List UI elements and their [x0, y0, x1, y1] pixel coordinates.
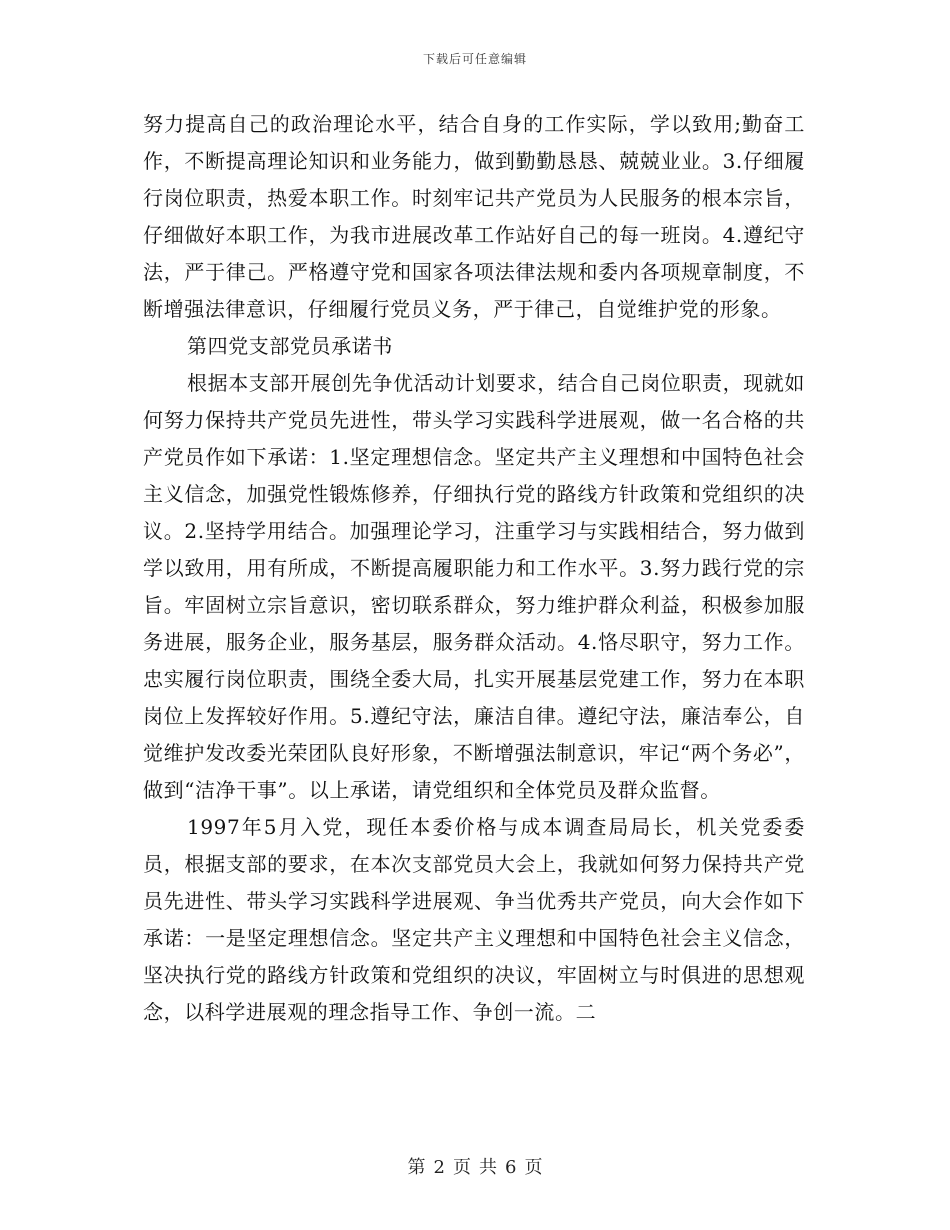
section-title: 第四党支部党员承诺书 [187, 334, 393, 358]
page-number-prefix: 第 [407, 1157, 426, 1178]
page-number-page-word: 页 [453, 1157, 471, 1178]
paragraph-continued-commitments: 努力提高自己的政治理论水平，结合自身的工作实际，学以致用;勤奋工作，不断提高理论知识和业务能力，做到勤勤恳恳、兢兢业业。3.仔细履行岗位职责，热爱本职工作。时刻牢记共产党员为人民服务的根本宗旨，仔细做好本职工作，为我市进展改革工作站好自己的每一班岗。4.遵纪守法，严于律己。严格遵守党和国家各项法律法规和委内各项规章制度，不断增强法律意识，仔细履行党员义务，严于律己，自觉维护党的形象。 [143, 112, 805, 321]
page-number [0, 1153, 950, 1179]
page-number-current: 2 [433, 1157, 445, 1178]
page-number-suffix: 页 [524, 1157, 543, 1178]
paragraph-member-commitment: 1997年5月入党，现任本委价格与成本调查局局长，机关党委委员，根据支部的要求，在本次支部党员大会上，我就如何努力保持共产党员先进性、带头学习实践科学进展观、争当优秀共产党员，向大会作如下承诺：一是坚定理想信念。坚定共产主义理想和中国特色社会主义信念，坚决执行党的路线方针政策和党组织的决议，牢固树立与时俱进的思想观念，以科学进展观的理念指导工作、争创一流。二 [143, 815, 805, 1024]
paragraph-fourth-branch-commitment: 根据本支部开展创先争优活动计划要求，结合自己岗位职责，现就如何努力保持共产党员先进性，带头学习实践科学进展观，做一名合格的共产党员作如下承诺：1.坚定理想信念。坚定共产主义理想和中国特色社会主义信念，加强党性锻炼修养，仔细执行党的路线方针政策和党组织的决议。2.坚持学用结合。加强理论学习，注重学习与实践相结合，努力做到学以致用，用有所成，不断提高履职能力和工作水平。3.努力践行党的宗旨。牢固树立宗旨意识，密切联系群众，努力维护群众利益，积极参加服务进展，服务企业，服务基层，服务群众活动。4.恪尽职守，努力工作。忠实履行岗位职责，围绕全委大局，扎实开展基层党建工作，努力在本职岗位上发挥较好作用。5.遵纪守法，廉洁自律。遵纪守法，廉洁奉公，自觉维护发改委光荣团队良好形象，不断增强法制意识，牢记“两个务必”，做到“洁净干事”。以上承诺，请党组织和全体党员及群众监督。 [143, 371, 805, 802]
page-number-total: 6 [505, 1157, 517, 1178]
document-body [143, 106, 805, 1031]
page-number-total-word: 共 [479, 1157, 497, 1178]
page-header-note: 下载后可任意编辑 [422, 52, 527, 66]
